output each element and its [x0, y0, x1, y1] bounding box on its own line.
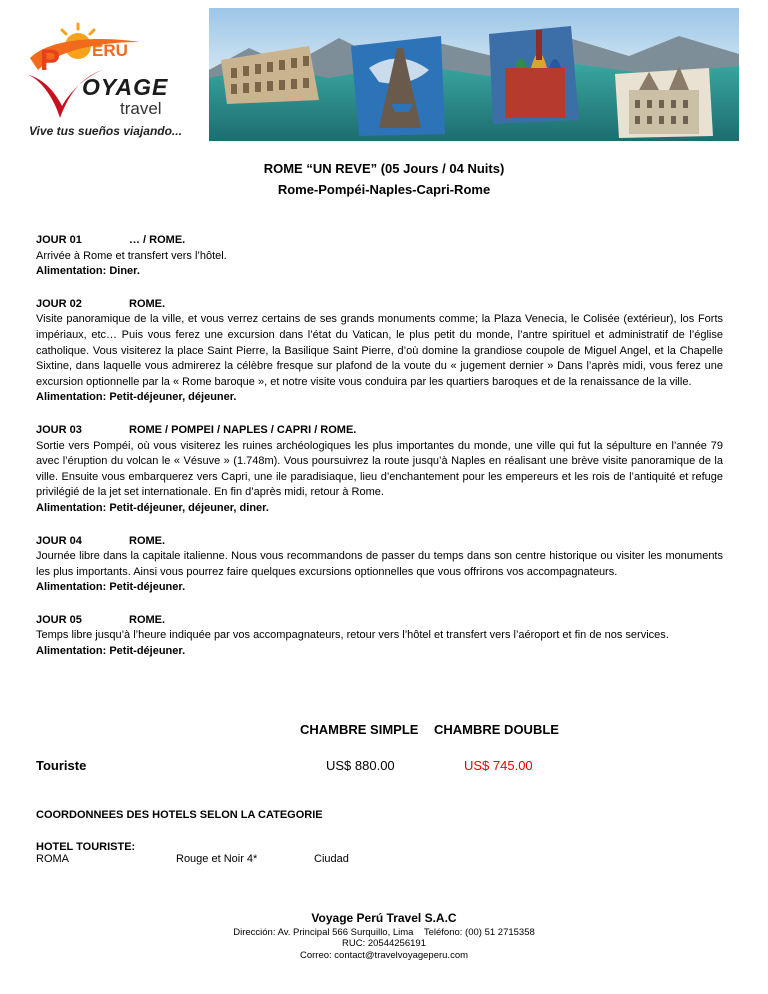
footer-phone: Teléfono: (00) 51 2715358 [423, 926, 535, 938]
day-description: Temps libre jusqu’à l’heure indiquée par vos accompagnateurs, retour vers l’hôtel et transfert vers l’aéroport et fin de nos services. [36, 629, 669, 642]
day-header [36, 534, 723, 550]
footer-address: Dirección: Av. Principal 566 Surquillo, Lima [233, 926, 414, 938]
day-description: Visite panoramique de la ville, et vous verrez certains de ses grands monuments comme; la Plaza Venecia, le Colisée (extérieur), los Forts impériaux, etc… Puis vous ferez une excursion dans l’état du Vatican, le plus petit du monde, l’antre spirituel et administratif de l’église catholique. Vous visiterez la place Saint Pierre, la Basilique Saint Pierre, d’où domine la grandiose coupole de Miguel Angel, et la Chapelle Sixtine, dans laquelle vous admirerez la célèbre fresque sur plafond de la voute du « jugement dernier » Dans l’après midi, vous ferez une excursion optionnelle par la « Rome baroque », et notre visite vous conduira par les quartiers baroques et de la renaissance de la ville. [36, 313, 723, 388]
title-block [0, 161, 768, 197]
day-description: Sortie vers Pompéi, où vous visiterez les ruines archéologiques les plus importantes du monde, une ville qui fut la sépulture en l’année 79 avec l’éruption du volcan le « Vésuve » (1.748m). Vous poursuivrez la route jusqu’à Naples en réalisant une brève visite panoramique de la ville. Ensuite vous embarquerez vers Capri, une ile paradisiaque, lieu d’enchantement pour les empereurs et les rois de l’antiquité et refuge privilégié de la jet set internationale. En fin d’après midi, retour à Rome. [36, 439, 723, 499]
footer [0, 913, 768, 961]
footer-address-line [0, 927, 768, 939]
day-3 [36, 423, 723, 517]
footer-email: Correo: contact@travelvoyageperu.com [299, 949, 469, 961]
day-meals: Alimentation: Petit-déjeuner. [36, 581, 186, 594]
day-place: ROME. [129, 613, 166, 626]
hotels-title: COORDONNEES DES HOTELS SELON LA CATEGORIE [36, 809, 323, 821]
logo-travel: travel [120, 99, 162, 118]
day-description: Journée libre dans la capitale italienne. Nous vous recommandons de passer du temps dans son centre historique ou visiter les monuments les plus importants. Ainsi vous pourrez faire quelques excursions optionnelles que vous offrirons vos accompagnateurs. [36, 550, 723, 578]
column-header-double: CHAMBRE DOUBLE [434, 722, 559, 737]
day-description: Arrivée à Rome et transfert vers l’hôtel. [36, 249, 227, 262]
price-category: Touriste [36, 758, 87, 773]
day-meals: Alimentation: Petit-déjeuner, déjeuner. [36, 391, 237, 404]
logo-voyage: OYAGE [82, 74, 169, 100]
page-subtitle: Rome-Pompéi-Naples-Capri-Rome [277, 182, 491, 197]
day-meals: Alimentation: Petit-déjeuner, déjeuner, diner. [36, 501, 269, 514]
day-number: JOUR 02 [36, 297, 82, 310]
column-header-simple: CHAMBRE SIMPLE [300, 722, 419, 737]
hotel-category: HOTEL TOURISTE: [36, 841, 136, 853]
voyage-peru-logo [20, 18, 195, 123]
day-number: JOUR 03 [36, 423, 82, 436]
day-number: JOUR 01 [36, 234, 82, 246]
footer-company: Voyage Perú Travel S.A.C [311, 911, 457, 925]
logo-letter-p: P [40, 44, 61, 77]
footer-ruc: RUC: 20544256191 [342, 938, 426, 949]
hotel-zone: Ciudad [314, 853, 349, 865]
day-place: ROME / POMPEI / NAPLES / CAPRI / ROME. [129, 423, 357, 436]
day-4 [36, 534, 723, 596]
logo-eru: ERU [92, 41, 128, 60]
hotels-section [36, 809, 349, 869]
day-header [36, 297, 723, 313]
itinerary [36, 233, 723, 677]
hotel-row [36, 853, 349, 869]
day-place: … / ROME. [129, 234, 186, 246]
day-1 [36, 233, 723, 280]
hotel-city: ROMA [36, 853, 69, 865]
day-header [36, 233, 723, 249]
day-5 [36, 613, 723, 660]
travel-collage-image [209, 8, 739, 141]
logo-tagline: Vive tus sueños viajando... [29, 124, 182, 138]
day-header [36, 613, 723, 629]
page-title: ROME “UN REVE” (05 Jours / 04 Nuits) [263, 161, 505, 176]
day-meals: Alimentation: Diner. [36, 265, 140, 278]
day-meals: Alimentation: Petit-déjeuner. [36, 645, 186, 658]
day-place: ROME. [129, 534, 166, 547]
day-header [36, 423, 723, 439]
price-simple: US$ 880.00 [326, 758, 395, 773]
price-double: US$ 745.00 [464, 758, 533, 773]
day-place: ROME. [129, 297, 166, 310]
hotel-name: Rouge et Noir 4* [176, 853, 258, 865]
day-number: JOUR 05 [36, 613, 82, 626]
day-number: JOUR 04 [36, 534, 82, 547]
day-2 [36, 297, 723, 406]
